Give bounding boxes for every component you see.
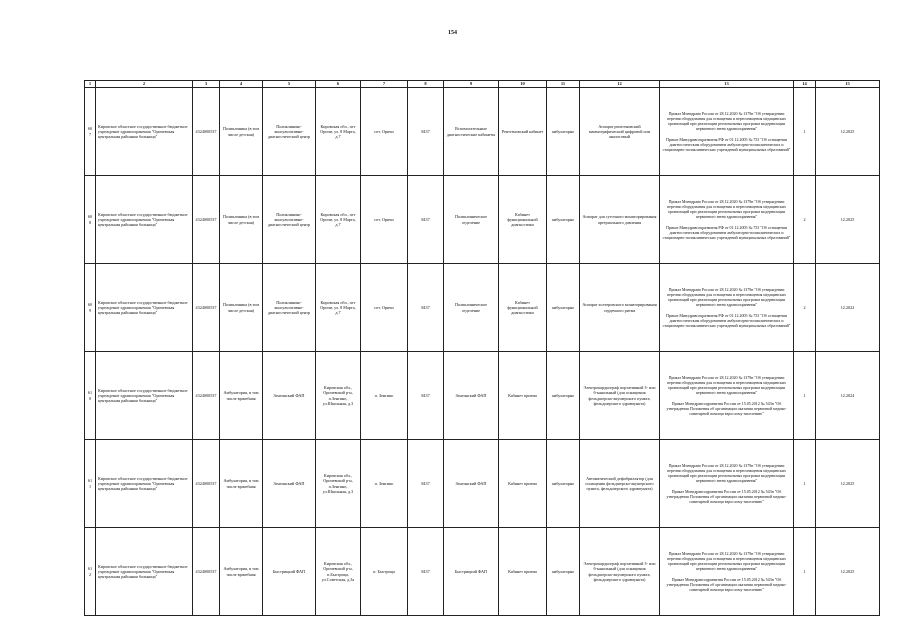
header-cell-9: 9 <box>444 81 499 88</box>
deadline-cell: 12.2022 <box>816 264 880 352</box>
deadline-cell: 12.2025 <box>816 176 880 264</box>
header-cell-14: 14 <box>794 81 816 88</box>
department-cell: Поликлиническое отделение <box>444 176 499 264</box>
organization-name-cell: Кировское областное государственное бюджетное учреждение здравоохранения "Оричевская центральная районная больница" <box>96 264 193 352</box>
table-row <box>85 440 880 528</box>
organization-name-cell: Кировское областное государственное бюджетное учреждение здравоохранения "Оричевская центральная районная больница" <box>96 352 193 440</box>
unit-name-cell: Поликлинико-консультативно-диагностический центр <box>263 176 316 264</box>
header-cell-8: 8 <box>408 81 444 88</box>
address-cell: Кировская обл., пгт Оричи, ул. 8 Марта, д.7 <box>316 264 361 352</box>
regulation-basis-cell: Приказ Минздрава России от 28.12.2020 № 1379н "Об утверждении перечня оборудования для оснащения и переоснащения медицинских организаций при реализации региональных программ модернизации первичного звена здравоохранения" Приказ Минздравсоцразвития РФ от 01.12.2005 № 753 "Об оснащении диагностическим оборудованием амбулаторно-поликлинических и стационарно-поликлинических учреждений муниципальных образований" <box>660 176 794 264</box>
header-cell-12: 12 <box>580 81 660 88</box>
header-cell-1: 1 <box>85 81 96 88</box>
facility-type-cell: Амбулатория, в том числе врачебная <box>220 440 263 528</box>
inn-code-cell: 4324000537 <box>193 440 220 528</box>
inn-code-cell: 4324000537 <box>193 176 220 264</box>
table-row <box>85 352 880 440</box>
quantity-cell: 1 <box>794 88 816 176</box>
equipment-name-cell: Электрокардиограф портативный 3- или 6-канальный (для оснащения фельдшерско-акушерского пункта, фельдшерского здравпункта) <box>580 528 660 616</box>
settlement-cell: пгт. Оричи <box>361 176 408 264</box>
oktmo-code-cell: 8437 <box>408 352 444 440</box>
equipment-name-cell: Автоматический дефибриллятор (для оснащения фельдшерско-акушерского пункта, фельдшерского здравпункта) <box>580 440 660 528</box>
header-cell-11: 11 <box>547 81 580 88</box>
header-cell-7: 7 <box>361 81 408 88</box>
care-form-cell: амбулаторно <box>547 440 580 528</box>
address-cell: Кировская обл., Оричевский р-н, п.Зенгино, ул.Школьная, д.3 <box>316 440 361 528</box>
unit-name-cell: Зенгинский ФАП <box>263 352 316 440</box>
organization-name-cell: Кировское областное государственное бюджетное учреждение здравоохранения "Оричевская центральная районная больница" <box>96 88 193 176</box>
inn-code-cell: 4324000537 <box>193 528 220 616</box>
cabinet-cell: Кабинет функциональной диагностики <box>499 264 547 352</box>
equipment-name-cell: Электрокардиограф портативный 3- или 6-канальный (для оснащения фельдшерско-акушерского пункта, фельдшерского здравпункта) <box>580 352 660 440</box>
address-cell: Кировская обл., Оричевский р-н, п.Быстрица, ул.Советская, д.3а <box>316 528 361 616</box>
quantity-cell: 1 <box>794 352 816 440</box>
row-number-cell: 607 <box>85 88 96 176</box>
care-form-cell: амбулаторно <box>547 176 580 264</box>
header-cell-5: 5 <box>263 81 316 88</box>
unit-name-cell: Поликлинико-консультативно-диагностический центр <box>263 264 316 352</box>
deadline-cell: 12.2025 <box>816 528 880 616</box>
cabinet-cell: Кабинет приема <box>499 352 547 440</box>
address-cell: Кировская обл., пгт Оричи, ул. 8 Марта, д.7 <box>316 176 361 264</box>
facility-type-cell: Поликлиника (в том числе детская) <box>220 88 263 176</box>
header-cell-3: 3 <box>193 81 220 88</box>
care-form-cell: амбулаторно <box>547 88 580 176</box>
header-cell-4: 4 <box>220 81 263 88</box>
settlement-cell: пгт. Оричи <box>361 88 408 176</box>
department-cell: Быстрицкий ФАП <box>444 528 499 616</box>
department-cell: Вспомогательные диагностические кабинеты <box>444 88 499 176</box>
department-cell: Зенгинский ФАП <box>444 352 499 440</box>
facility-type-cell: Поликлиника (в том числе детская) <box>220 176 263 264</box>
oktmo-code-cell: 8437 <box>408 88 444 176</box>
equipment-name-cell: Аппарат холтеровского мониторирования сердечного ритма <box>580 264 660 352</box>
organization-name-cell: Кировское областное государственное бюджетное учреждение здравоохранения "Оричевская центральная районная больница" <box>96 176 193 264</box>
oktmo-code-cell: 8437 <box>408 176 444 264</box>
deadline-cell: 12.2025 <box>816 88 880 176</box>
organization-name-cell: Кировское областное государственное бюджетное учреждение здравоохранения "Оричевская центральная районная больница" <box>96 528 193 616</box>
header-cell-2: 2 <box>96 81 193 88</box>
row-number-cell: 612 <box>85 528 96 616</box>
header-cell-13: 13 <box>660 81 794 88</box>
inn-code-cell: 4324000537 <box>193 264 220 352</box>
oktmo-code-cell: 8437 <box>408 440 444 528</box>
regulation-basis-cell: Приказ Минздрава России от 28.12.2020 № 1379н "Об утверждении перечня оборудования для оснащения и переоснащения медицинских организаций при реализации региональных программ модернизации первичного звена здравоохранения" Приказ Минздравсоцразвития России от 15.05.2012 № 543н "Об утверждении Положения об организации оказания первичной медико-санитарной помощи взрослому населению" <box>660 528 794 616</box>
facility-type-cell: Амбулатория, в том числе врачебная <box>220 352 263 440</box>
regulation-basis-cell: Приказ Минздрава России от 28.12.2020 № 1379н "Об утверждении перечня оборудования для оснащения и переоснащения медицинских организаций при реализации региональных программ модернизации первичного звена здравоохранения" Приказ Минздравсоцразвития РФ от 01.12.2005 № 753 "Об оснащении диагностическим оборудованием амбулаторно-поликлинических и стационарно-поликлинических учреждений муниципальных образований" <box>660 88 794 176</box>
department-cell: Поликлиническое отделение <box>444 264 499 352</box>
cabinet-cell: Кабинет приема <box>499 528 547 616</box>
row-number-cell: 610 <box>85 352 96 440</box>
settlement-cell: пгт. Оричи <box>361 264 408 352</box>
facility-type-cell: Поликлиника (в том числе детская) <box>220 264 263 352</box>
cabinet-cell: Рентгеновский кабинет <box>499 88 547 176</box>
address-cell: Кировская обл., пгт Оричи, ул. 8 Марта, д.7 <box>316 88 361 176</box>
oktmo-code-cell: 8437 <box>408 528 444 616</box>
quantity-cell: 2 <box>794 264 816 352</box>
regulation-basis-cell: Приказ Минздрава России от 28.12.2020 № 1379н "Об утверждении перечня оборудования для оснащения и переоснащения медицинских организаций при реализации региональных программ модернизации первичного звена здравоохранения" Приказ Минздравсоцразвития России от 15.05.2012 № 543н "Об утверждении Положения об организации оказания первичной медико-санитарной помощи взрослому населению" <box>660 440 794 528</box>
facility-type-cell: Амбулатория, в том числе врачебная <box>220 528 263 616</box>
organization-name-cell: Кировское областное государственное бюджетное учреждение здравоохранения "Оричевская центральная районная больница" <box>96 440 193 528</box>
unit-name-cell: Зенгинский ФАП <box>263 440 316 528</box>
equipment-name-cell: Аппарат для суточного мониторирования артериального давления <box>580 176 660 264</box>
cabinet-cell: Кабинет функциональной диагностики <box>499 176 547 264</box>
care-form-cell: амбулаторно <box>547 352 580 440</box>
settlement-cell: п. Зенгино <box>361 440 408 528</box>
settlement-cell: п. Быстрица <box>361 528 408 616</box>
inn-code-cell: 4324000537 <box>193 88 220 176</box>
row-number-cell: 609 <box>85 264 96 352</box>
page-number: 154 <box>448 30 457 36</box>
care-form-cell: амбулаторно <box>547 264 580 352</box>
quantity-cell: 1 <box>794 440 816 528</box>
row-number-cell: 611 <box>85 440 96 528</box>
table-row <box>85 528 880 616</box>
row-number-cell: 608 <box>85 176 96 264</box>
table-row <box>85 88 880 176</box>
address-cell: Кировская обл., Оричевский р-н, п.Зенгино, ул.Школьная, д.3 <box>316 352 361 440</box>
quantity-cell: 1 <box>794 528 816 616</box>
settlement-cell: п. Зенгино <box>361 352 408 440</box>
deadline-cell: 12.2024 <box>816 352 880 440</box>
table-row <box>85 176 880 264</box>
deadline-cell: 12.2025 <box>816 440 880 528</box>
regulation-basis-cell: Приказ Минздрава России от 28.12.2020 № 1379н "Об утверждении перечня оборудования для оснащения и переоснащения медицинских организаций при реализации региональных программ модернизации первичного звена здравоохранения" Приказ Минздравсоцразвития РФ от 01.12.2005 № 753 "Об оснащении диагностическим оборудованием амбулаторно-поликлинических и стационарно-поликлинических учреждений муниципальных образований" <box>660 264 794 352</box>
cabinet-cell: Кабинет приема <box>499 440 547 528</box>
quantity-cell: 2 <box>794 176 816 264</box>
unit-name-cell: Быстрицкий ФАП <box>263 528 316 616</box>
department-cell: Зенгинский ФАП <box>444 440 499 528</box>
header-cell-15: 15 <box>816 81 880 88</box>
regulation-basis-cell: Приказ Минздрава России от 28.12.2020 № 1379н "Об утверждении перечня оборудования для оснащения и переоснащения медицинских организаций при реализации региональных программ модернизации первичного звена здравоохранения" Приказ Минздравсоцразвития России от 15.05.2012 № 543н "Об утверждении Положения об организации оказания первичной медико-санитарной помощи взрослому населению" <box>660 352 794 440</box>
header-cell-10: 10 <box>499 81 547 88</box>
inn-code-cell: 4324000537 <box>193 352 220 440</box>
oktmo-code-cell: 8437 <box>408 264 444 352</box>
header-cell-6: 6 <box>316 81 361 88</box>
equipment-name-cell: Аппарат рентгеновский маммографический цифровой или аналоговый <box>580 88 660 176</box>
unit-name-cell: Поликлинико-консультативно-диагностический центр <box>263 88 316 176</box>
care-form-cell: амбулаторно <box>547 528 580 616</box>
equipment-table <box>84 80 880 616</box>
header-row <box>85 81 880 88</box>
table-row <box>85 264 880 352</box>
